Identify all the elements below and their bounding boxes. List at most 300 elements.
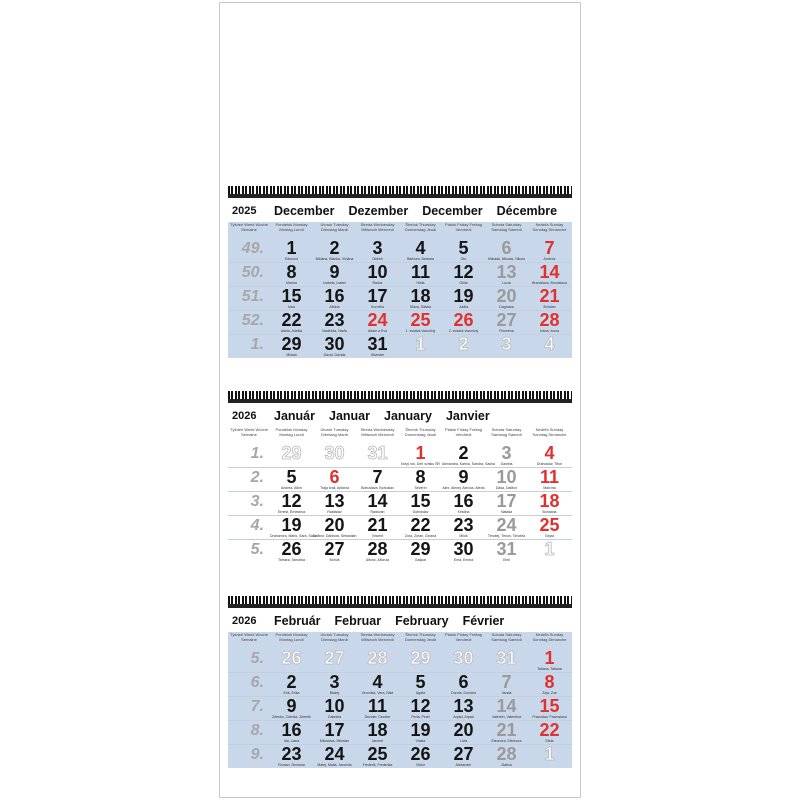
day-cell [270, 721, 313, 744]
month-block [228, 200, 572, 358]
day-number: 7 [544, 238, 555, 258]
name-day: Miloslava, Miloslav [319, 739, 350, 743]
month-header [228, 610, 572, 632]
day-number: 4 [544, 334, 555, 354]
spiral-binding [228, 391, 572, 406]
day-number: 30 [324, 443, 345, 463]
day-cell [485, 745, 528, 768]
day-number: 14 [539, 262, 560, 282]
day-number: 21 [367, 515, 388, 535]
day-number: 5 [458, 238, 469, 258]
name-day: Tamara, Tamarka [278, 558, 305, 562]
day-number: 24 [496, 515, 517, 535]
day-number: 15 [410, 491, 431, 511]
day-number: 24 [367, 310, 388, 330]
day-cell [485, 540, 528, 563]
name-day: Sláva, Slávka [409, 305, 432, 309]
day-cell [313, 263, 356, 286]
month-name: Janvier [445, 409, 490, 423]
day-number: 27 [496, 310, 517, 330]
month-name: January [384, 409, 432, 423]
month-block [228, 405, 572, 563]
day-number: 2 [286, 672, 297, 692]
name-day: Drahoslav, Tibor [536, 462, 563, 466]
name-day: Zora, Zoran, Zorana [404, 534, 437, 538]
day-number: 10 [496, 467, 517, 487]
day-cell [313, 468, 356, 491]
name-day: Gejza [544, 534, 555, 538]
day-number: 5 [415, 672, 426, 692]
day-cell [313, 697, 356, 720]
day-number: 29 [281, 334, 302, 354]
name-day: 2. sviatok vianočný [448, 329, 479, 333]
day-number: 2 [458, 443, 469, 463]
name-day: Viktor [416, 763, 425, 767]
name-day: Nataša [500, 510, 513, 514]
day-number: 6 [458, 672, 469, 692]
day-cell [313, 239, 356, 262]
name-day: Blažej [329, 691, 340, 695]
day-number: 26 [281, 539, 302, 559]
day-number: 13 [324, 491, 345, 511]
week-row [228, 239, 572, 262]
name-day: Radúz [372, 281, 383, 285]
day-cell [528, 311, 571, 334]
day-cell [356, 516, 399, 539]
day-cell [528, 516, 571, 539]
name-day: Marína [286, 281, 297, 285]
day-number: 27 [453, 744, 474, 764]
day-number: 9 [286, 696, 297, 716]
day-number: 19 [453, 286, 474, 306]
name-day: Valentín, Valentína [491, 715, 522, 719]
day-cell [485, 468, 528, 491]
day-cell [442, 697, 485, 720]
day-number: 19 [281, 515, 302, 535]
week-number: 8. [250, 722, 264, 739]
name-day: Lívia [459, 739, 468, 743]
name-day: Albína [329, 305, 340, 309]
day-number: 29 [281, 443, 302, 463]
day-cell [399, 335, 442, 358]
day-number: 7 [372, 467, 383, 487]
day-cell [356, 745, 399, 768]
name-day: Agáta [415, 691, 426, 695]
week-column-header: Týždeň Week Woche Semaine [230, 222, 268, 232]
name-day: Severín [414, 486, 427, 490]
day-number: 27 [324, 648, 345, 668]
day-cell [399, 649, 442, 672]
weekday-header: Nedeľa Sunday Sonntag Dimanche [532, 427, 567, 437]
name-day: Miloš [459, 534, 468, 538]
day-number: 10 [367, 262, 388, 282]
day-number: 30 [453, 539, 474, 559]
day-number: 18 [367, 720, 388, 740]
name-day: Traja králi, Antónia [320, 486, 349, 490]
spiral-binding [228, 186, 572, 201]
name-day: Rastislav [327, 510, 342, 514]
month-name: Février [462, 614, 505, 628]
weekday-header: Pondelok Monday Montag Lundi [275, 427, 308, 437]
day-cell [313, 540, 356, 563]
day-number: 21 [496, 720, 517, 740]
name-day: Dávid, Dávida [323, 353, 346, 357]
day-cell [270, 287, 313, 310]
week-number: 2. [228, 468, 270, 491]
week-number: 5. [250, 650, 264, 667]
day-number: 3 [372, 238, 383, 258]
day-cell [270, 444, 313, 467]
day-number: 4 [372, 672, 383, 692]
day-cell [313, 516, 356, 539]
name-day: Pravoslav, Pravoslava [532, 715, 567, 719]
day-cell [356, 239, 399, 262]
day-number: 15 [539, 696, 560, 716]
day-cell [528, 673, 571, 696]
day-number: 1 [544, 539, 555, 559]
week-number: 5. [228, 540, 270, 563]
day-number: 11 [367, 696, 388, 716]
day-number: 26 [281, 648, 302, 668]
day-number: 20 [453, 720, 474, 740]
day-number: 2 [329, 238, 340, 258]
week-row [228, 491, 572, 515]
day-number: 23 [281, 744, 302, 764]
name-day: Vanda [501, 691, 512, 695]
weekday-header: Piatok Friday Freitag Vendredi [445, 222, 482, 232]
week-row [228, 720, 572, 744]
day-cell [442, 239, 485, 262]
day-number: 25 [410, 310, 431, 330]
day-cell [485, 697, 528, 720]
spiral-binding [228, 596, 572, 611]
day-cell [270, 335, 313, 358]
weekday-header: Utorok Tuesday Dienstag Mardi [320, 427, 349, 437]
week-row [228, 334, 572, 358]
day-cell [442, 263, 485, 286]
weekday-header: Sobota Saturday Samstag Samedi [491, 632, 522, 642]
day-number: 17 [496, 491, 517, 511]
weekday-header: Sobota Saturday Samstag Samedi [491, 427, 522, 437]
name-day: Oto [460, 257, 467, 261]
name-day: Malvína [543, 486, 556, 490]
day-cell [313, 721, 356, 744]
week-row [228, 262, 572, 286]
day-number: 12 [410, 696, 431, 716]
day-cell [270, 492, 313, 515]
month-name: Dezember [348, 204, 409, 218]
name-day: Radovan [370, 510, 385, 514]
name-day: 1. sviatok vianočný [405, 329, 436, 333]
day-cell [356, 721, 399, 744]
day-cell [528, 444, 571, 467]
day-number: 15 [281, 286, 302, 306]
day-number: 20 [324, 515, 345, 535]
day-number: 18 [539, 491, 560, 511]
name-day: Eleonóra, Eleonora [491, 739, 522, 743]
week-row [228, 744, 572, 768]
month-name: February [395, 614, 449, 628]
day-number: 16 [281, 720, 302, 740]
name-day: Ambróz [543, 257, 556, 261]
name-day: Alex, Alexej, Alexius, Alexis [442, 486, 485, 490]
day-number: 23 [453, 515, 474, 535]
weekday-header: Streda Wednesday Mittwoch Mercredi [360, 632, 395, 642]
day-number: 13 [496, 262, 517, 282]
week-column-header: Týždeň Week Woche Semaine [230, 632, 268, 642]
name-day: Filoména [499, 329, 514, 333]
name-day: Lucia [502, 281, 511, 285]
month-name: Décembre [496, 204, 558, 218]
day-number: 17 [324, 720, 345, 740]
day-cell [356, 263, 399, 286]
day-cell [485, 649, 528, 672]
day-number: 19 [410, 720, 431, 740]
day-number: 1 [286, 238, 297, 258]
day-number: 25 [539, 515, 560, 535]
month-name: Január [274, 409, 315, 423]
day-cell [442, 335, 485, 358]
name-day: Zoja, Zoe [542, 691, 557, 695]
day-number: 31 [367, 443, 388, 463]
day-cell [270, 263, 313, 286]
day-number: 22 [539, 720, 560, 740]
year-label: 2026 [232, 615, 257, 627]
day-cell [356, 468, 399, 491]
name-day: Bohuslava, Bohuslav [361, 486, 394, 490]
day-number: 5 [286, 467, 297, 487]
weekday-header: Utorok Tuesday Dienstag Mardi [320, 222, 349, 232]
day-number: 29 [410, 539, 431, 559]
day-cell [313, 673, 356, 696]
weekday-header: Pondelok Monday Montag Lundi [275, 632, 308, 642]
name-day: Bibiána, Bianka, Viviána [315, 257, 354, 261]
week-number: 7. [250, 698, 264, 715]
name-day: Nový rok, Deň vzniku SR [401, 462, 440, 466]
weekday-header: Sobota Saturday Samstag Samedi [491, 222, 522, 232]
weekday-header: Streda Wednesday Mittwoch Mercredi [360, 222, 395, 232]
name-day: Timotej, Timon, Timotea [487, 534, 526, 538]
month-name: Február [274, 614, 321, 628]
day-cell [528, 492, 571, 515]
day-number: 31 [496, 539, 517, 559]
day-number: 6 [329, 467, 340, 487]
day-number: 1 [544, 744, 555, 764]
day-cell [399, 721, 442, 744]
name-day: Alfonz, Alfonza [365, 558, 390, 562]
day-number: 8 [286, 262, 297, 282]
day-cell [356, 335, 399, 358]
day-number: 3 [501, 443, 512, 463]
day-number: 13 [453, 696, 474, 716]
day-cell [356, 311, 399, 334]
day-cell [528, 263, 571, 286]
day-number: 25 [367, 744, 388, 764]
name-day: Jaromír [371, 739, 384, 743]
name-day: Veronika, Vera, Niké [361, 691, 394, 695]
day-cell [313, 492, 356, 515]
day-cell [270, 673, 313, 696]
day-cell [356, 444, 399, 467]
weekday-header-row [228, 222, 572, 239]
day-cell [442, 492, 485, 515]
day-cell [399, 673, 442, 696]
week-number: 51. [241, 288, 264, 305]
week-row [228, 444, 572, 467]
day-number: 11 [539, 467, 560, 487]
name-day: Judita [458, 305, 469, 309]
name-day: Gašpar [414, 558, 427, 562]
day-number: 12 [281, 491, 302, 511]
name-day: Alexander [455, 763, 472, 767]
day-cell [356, 287, 399, 310]
week-row [228, 696, 572, 720]
week-row [228, 649, 572, 672]
day-cell [270, 239, 313, 262]
day-cell [485, 239, 528, 262]
week-number: 1. [250, 336, 264, 353]
weekday-header: Nedeľa Sunday Sonntag Dimanche [532, 222, 567, 232]
day-number: 1 [544, 648, 555, 668]
name-day: Ivana, Ivona [539, 329, 560, 333]
weekday-header: Nedeľa Sunday Sonntag Dimanche [532, 632, 567, 642]
day-cell [442, 443, 495, 467]
day-cell [442, 673, 485, 696]
name-day: Nadežda, Naďa [322, 329, 347, 333]
name-day: Matej, Matia, Jaromila [317, 763, 352, 767]
day-cell [270, 540, 313, 563]
day-cell [399, 516, 442, 539]
name-day: Daniela [500, 462, 513, 466]
weekday-header: Piatok Friday Freitag Vendredi [445, 427, 482, 437]
day-cell [270, 468, 313, 491]
day-cell [399, 311, 442, 334]
weekday-header: Štvrtok Thursday Donnerstag Jeudi [404, 427, 437, 437]
week-column-header: Týždeň Week Woche Semaine [228, 427, 270, 444]
day-cell [485, 444, 528, 467]
weekday-header: Štvrtok Thursday Donnerstag Jeudi [404, 632, 437, 642]
week-number: 9. [250, 746, 264, 763]
day-cell [399, 697, 442, 720]
day-cell [442, 468, 485, 491]
name-day: Kristína [457, 510, 470, 514]
day-cell [528, 745, 571, 768]
day-cell [313, 287, 356, 310]
week-row [228, 286, 572, 310]
day-number: 9 [458, 467, 469, 487]
name-day: Bohdana [542, 510, 557, 514]
week-number: 50. [241, 264, 264, 281]
day-number: 30 [324, 334, 345, 354]
day-number: 1 [415, 443, 426, 463]
day-number: 16 [324, 286, 345, 306]
year-label: 2025 [232, 205, 257, 217]
year-label: 2026 [232, 410, 257, 422]
day-cell [442, 311, 485, 334]
day-number: 22 [410, 515, 431, 535]
day-cell [528, 468, 571, 491]
name-day: Zdenko, Zdenka, Zdeněk [272, 715, 311, 719]
day-cell [528, 239, 571, 262]
name-day: Vincent [371, 534, 384, 538]
day-cell [270, 697, 313, 720]
day-number: 29 [410, 648, 431, 668]
day-cell [528, 697, 571, 720]
name-day: Mikuláš, Nikolas, Nikola [488, 257, 525, 261]
day-number: 20 [496, 286, 517, 306]
week-row [228, 515, 572, 539]
day-cell [485, 673, 528, 696]
day-cell [485, 721, 528, 744]
name-day: Barbora, Barbara [407, 257, 434, 261]
day-cell [313, 649, 356, 672]
name-day: Ivica [287, 305, 296, 309]
day-cell [356, 649, 399, 672]
day-number: 17 [367, 286, 388, 306]
day-number: 26 [453, 310, 474, 330]
week-row [228, 672, 572, 696]
month-name: Februar [334, 614, 382, 628]
day-cell [356, 492, 399, 515]
day-cell [528, 649, 571, 672]
day-cell [528, 721, 571, 744]
day-cell [399, 540, 442, 563]
day-cell [399, 745, 442, 768]
name-day: Silvester [370, 353, 385, 357]
day-cell [485, 311, 528, 334]
weekday-header-row [228, 427, 572, 444]
name-day: Emil [503, 558, 510, 562]
day-cell [528, 540, 571, 563]
day-number: 8 [415, 467, 426, 487]
day-cell [442, 649, 485, 672]
day-number: 24 [324, 744, 345, 764]
day-number: 28 [539, 310, 560, 330]
day-cell [356, 697, 399, 720]
name-day: Drahomíra, Mário, Sára, Sára [270, 534, 316, 538]
name-day: Ema, Emma [453, 558, 474, 562]
name-day: Oldrich [371, 257, 384, 261]
name-day: Etela [545, 739, 554, 743]
week-row [228, 310, 572, 334]
day-number: 18 [410, 286, 431, 306]
day-number: 26 [410, 744, 431, 764]
day-number: 28 [367, 539, 388, 559]
week-row [228, 539, 572, 563]
weekday-header-row [228, 632, 572, 649]
day-cell [485, 263, 528, 286]
day-cell [528, 335, 571, 358]
day-number: 7 [501, 672, 512, 692]
month-block [228, 610, 572, 768]
day-number: 22 [281, 310, 302, 330]
day-cell [399, 239, 442, 262]
day-number: 30 [453, 648, 474, 668]
day-number: 10 [324, 696, 345, 716]
weekday-header: Piatok Friday Freitag Vendredi [445, 632, 482, 642]
day-cell [313, 311, 356, 334]
name-day: Alexandra, Karina, Sandra, Sasha [442, 462, 495, 466]
week-row [228, 467, 572, 491]
week-number: 1. [228, 444, 270, 467]
name-day: Bohdan [543, 305, 556, 309]
day-number: 1 [415, 334, 426, 354]
name-day: Arpád, Arpad [453, 715, 474, 719]
name-day: Erik, Erika [283, 691, 300, 695]
name-day: Dagmara [499, 305, 514, 309]
month-name: Januar [329, 409, 370, 423]
weekday-header: Streda Wednesday Mittwoch Mercredi [360, 427, 395, 437]
